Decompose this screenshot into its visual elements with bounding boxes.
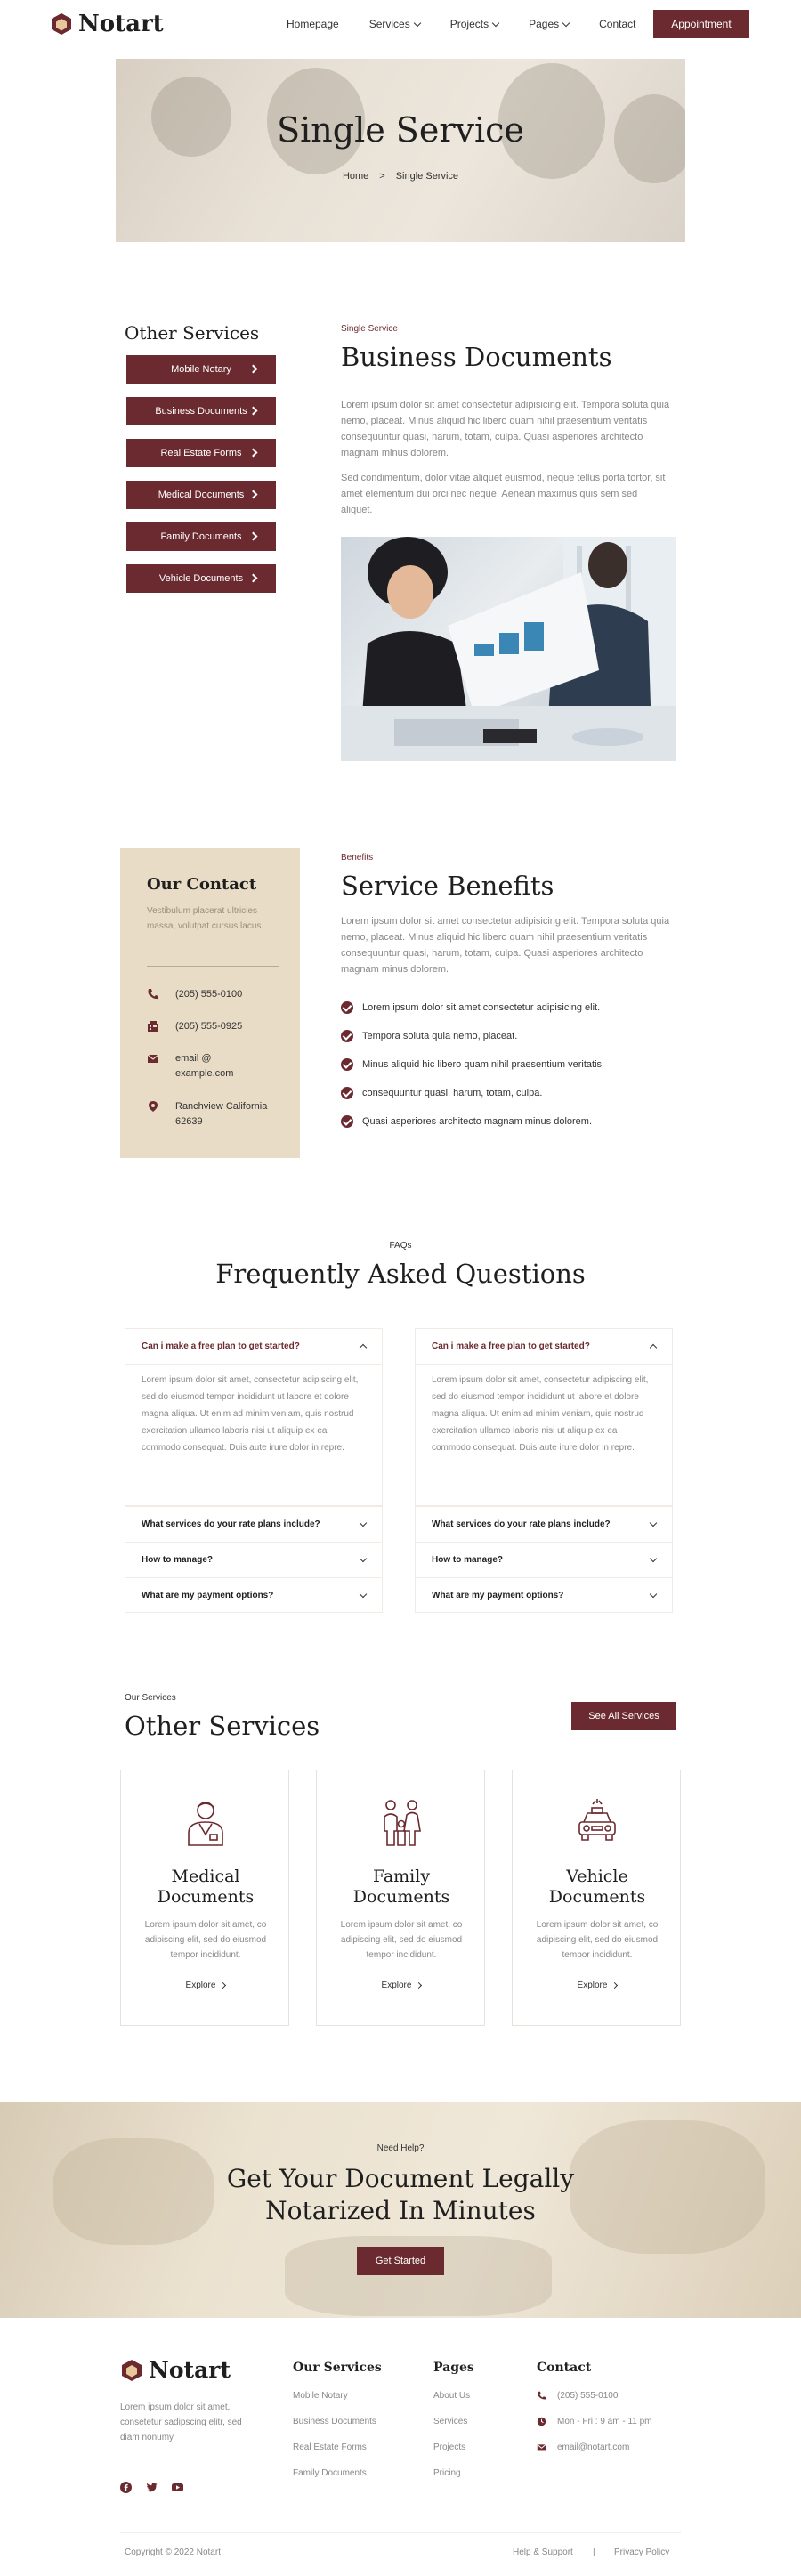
twitter-icon[interactable] — [146, 2482, 158, 2493]
card-title: Medical Documents — [157, 1867, 255, 1907]
faq-question-text: What services do your rate plans include? — [432, 1519, 611, 1529]
faq-column-left — [125, 1328, 383, 1613]
footer-description: Lorem ipsum dolor sit amet, consetetur sadipscing elitr, sed diam nonumy — [120, 2402, 242, 2442]
faq-question[interactable] — [415, 1542, 673, 1577]
service-card-vehicle — [512, 1770, 681, 2026]
faq-answer: Lorem ipsum dolor sit amet, consectetur adipiscing elit, sed do eiusmod tempor incididunt ut labore et dolore magna aliqua. Ut enim ad minim veniam, quis nostrud exercitation ullamco laboris nisi ut aliquip ex ea commodo consequat. Duis aute irure dolor in repre. — [415, 1364, 673, 1506]
family-icon — [379, 1797, 424, 1847]
explore-link[interactable]: Explore — [121, 1981, 290, 1990]
contact-address-line: 62639 — [175, 1116, 203, 1127]
sidebar-item-medical-documents[interactable] — [126, 481, 276, 509]
contact-card — [120, 848, 300, 1158]
faq-title: Frequently Asked Questions — [215, 1259, 586, 1289]
breadcrumb-separator: > — [379, 171, 385, 182]
help-support-link[interactable]: Help & Support — [513, 2548, 573, 2557]
sidebar-services — [126, 355, 276, 606]
explore-link[interactable]: Explore — [513, 1981, 682, 1990]
chevron-down-icon — [360, 1555, 367, 1562]
chevron-down-icon — [413, 19, 420, 26]
contact-phone-text: (205) 555-0100 — [175, 989, 243, 1000]
faq-question-text: What services do your rate plans include? — [142, 1519, 320, 1529]
chevron-right-icon — [249, 490, 258, 499]
cta-eyebrow: Need Help? — [376, 2143, 425, 2153]
faq-question[interactable] — [415, 1506, 673, 1542]
benefits-title: Service Benefits — [341, 871, 554, 901]
list-item-text: Lorem ipsum dolor sit amet consectetur adipisicing elit. — [362, 1002, 601, 1013]
service-card-family — [316, 1770, 485, 2026]
contact-address — [147, 1099, 267, 1130]
contact-description: Vestibulum placerat ultricies massa, volutpat cursus lacus. — [147, 906, 264, 931]
faq-question-text: How to manage? — [142, 1555, 214, 1565]
youtube-icon[interactable] — [172, 2482, 183, 2493]
chevron-down-icon — [492, 19, 499, 26]
faq-eyebrow: FAQs — [389, 1241, 412, 1251]
chevron-right-icon — [416, 1982, 422, 1989]
footer-contact-text: email@notart.com — [557, 2442, 630, 2452]
page-title: Single Service — [277, 110, 524, 150]
card-title: Vehicle Documents — [548, 1867, 646, 1907]
list-item — [341, 1050, 602, 1079]
chevron-right-icon — [249, 449, 258, 458]
see-all-services-button[interactable]: See All Services — [571, 1702, 676, 1730]
chevron-right-icon — [611, 1982, 618, 1989]
logo[interactable] — [50, 11, 164, 37]
footer-contact-hours — [537, 2417, 652, 2442]
footer-link[interactable]: Services — [433, 2417, 468, 2426]
cta-banner — [0, 2102, 801, 2318]
service-eyebrow: Single Service — [341, 324, 398, 334]
appointment-button[interactable]: Appointment — [653, 10, 749, 38]
other-services-title: Other Services — [125, 1711, 320, 1741]
faq-question-text: Can i make a free plan to get started? — [142, 1341, 300, 1351]
contact-fax[interactable] — [147, 1019, 242, 1034]
footer-link[interactable]: Pricing — [433, 2468, 461, 2478]
sidebar-item-label: Mobile Notary — [171, 364, 231, 375]
contact-email-line: email @ — [175, 1053, 212, 1064]
card-text: Lorem ipsum dolor sit amet, co adipiscing elit, sed do eiusmod tempor incididunt. — [536, 1920, 659, 1960]
faq-question-text: What are my payment options? — [142, 1590, 274, 1600]
nav-services[interactable]: Services — [369, 18, 420, 30]
list-item-text: Minus aliquid hic libero quam nihil praesentium veritatis — [362, 1059, 603, 1070]
service-photo — [341, 537, 676, 761]
explore-link[interactable]: Explore — [317, 1981, 486, 1990]
chevron-up-icon — [360, 1344, 367, 1351]
faq-answer: Lorem ipsum dolor sit amet, consectetur adipiscing elit, sed do eiusmod tempor incididunt ut labore et dolore magna aliqua. Ut enim ad minim veniam, quis nostrud exercitation ullamco laboris nisi ut aliquip ex ea commodo consequat. Duis aute irure dolor in repre. — [125, 1364, 383, 1506]
footer-link-separator: | — [593, 2548, 595, 2557]
chevron-down-icon — [650, 1555, 657, 1562]
list-item-text: Quasi asperiores architecto magnam minus dolorem. — [362, 1116, 593, 1127]
footer-link[interactable]: Business Documents — [293, 2417, 376, 2426]
contact-address-line: Ranchview California — [175, 1101, 268, 1112]
email-icon — [147, 1052, 159, 1065]
email-icon — [537, 2442, 546, 2452]
contact-email[interactable] — [147, 1051, 233, 1081]
footer-link[interactable]: About Us — [433, 2391, 471, 2401]
divider — [120, 2532, 681, 2533]
contact-email-line: example.com — [175, 1068, 234, 1079]
service-paragraph: Lorem ipsum dolor sit amet consectetur adipisicing elit. Tempora soluta quia nemo, placeat. Minus aliquid hic libero quam nihil praesentium veritatis consequuntur quasi, harum, totam, culpa. Quasi asperiores architecto magnam minus dolorem. — [341, 400, 670, 458]
check-circle-icon — [341, 1001, 353, 1014]
footer-pages — [433, 2361, 474, 2494]
location-pin-icon — [147, 1100, 159, 1113]
site-header — [0, 0, 801, 48]
main-nav — [287, 18, 635, 30]
faq-question[interactable] — [415, 1577, 673, 1613]
faq-question-text: What are my payment options? — [432, 1590, 564, 1600]
footer-contact-title: Contact — [537, 2361, 592, 2375]
contact-title: Our Contact — [147, 875, 257, 894]
sidebar-item-family-documents[interactable] — [126, 522, 276, 551]
chevron-down-icon — [562, 19, 570, 26]
logo-hexagon-icon — [120, 2359, 143, 2382]
list-item — [341, 1107, 602, 1136]
list-item — [341, 1079, 602, 1107]
sidebar-item-label: Business Documents — [155, 406, 247, 417]
chevron-right-icon — [249, 407, 258, 416]
sidebar-item-label: Medical Documents — [158, 490, 245, 500]
sidebar-item-real-estate-forms[interactable] — [126, 439, 276, 467]
chevron-right-icon — [249, 365, 258, 374]
sidebar-item-label: Vehicle Documents — [158, 573, 244, 584]
hero-banner — [116, 59, 685, 242]
faq-column-right — [415, 1328, 673, 1613]
police-car-icon — [575, 1797, 619, 1847]
cta-title: Get Your Document Legally Notarized In Minutes — [226, 2164, 575, 2225]
divider — [147, 966, 279, 967]
clock-icon — [537, 2417, 546, 2426]
footer-services-title: Our Services — [293, 2361, 382, 2375]
chevron-right-icon — [220, 1982, 226, 1989]
check-circle-icon — [341, 1087, 353, 1099]
chevron-down-icon — [650, 1590, 657, 1597]
footer-link[interactable]: Projects — [433, 2442, 466, 2452]
faq-question[interactable] — [125, 1542, 383, 1577]
list-item-text: consequuntur quasi, harum, totam, culpa. — [362, 1088, 543, 1098]
service-paragraph: Sed condimentum, dolor vitae aliquet euismod, neque tellus porta tortor, sit amet elementum dui orci nec neque. Aenean maximus quis sem sed aliquet. — [341, 473, 666, 515]
social-links — [120, 2482, 183, 2493]
sidebar-item-label: Family Documents — [160, 531, 242, 542]
chevron-right-icon — [249, 574, 258, 583]
nav-homepage[interactable]: Homepage — [287, 18, 339, 30]
office-people-illustration — [341, 537, 676, 761]
chevron-down-icon — [360, 1519, 367, 1527]
chevron-right-icon — [249, 532, 258, 541]
footer-brand-name: Notart — [149, 2357, 231, 2383]
doctor-icon — [183, 1797, 228, 1847]
footer-logo[interactable] — [120, 2357, 231, 2383]
footer-services — [293, 2361, 382, 2494]
card-text: Lorem ipsum dolor sit amet, co adipiscing elit, sed do eiusmod tempor incididunt. — [340, 1920, 463, 1960]
fax-icon — [147, 1020, 159, 1033]
get-started-button[interactable]: Get Started — [357, 2247, 444, 2275]
benefits-list — [341, 993, 602, 1136]
faq-question[interactable] — [415, 1328, 673, 1364]
list-item-text: Tempora soluta quia nemo, placeat. — [362, 1031, 518, 1041]
footer-link[interactable]: Mobile Notary — [293, 2391, 348, 2401]
phone-icon — [147, 988, 159, 1000]
brand-name: Notart — [78, 11, 164, 37]
sidebar-item-vehicle-documents[interactable] — [126, 564, 276, 593]
faq-question-text: Can i make a free plan to get started? — [432, 1341, 590, 1351]
footer-contact-text: (205) 555-0100 — [557, 2391, 619, 2401]
footer-contact-phone[interactable] — [537, 2391, 652, 2417]
chevron-down-icon — [650, 1519, 657, 1527]
contact-phone[interactable] — [147, 987, 242, 1002]
breadcrumb-home[interactable]: Home — [342, 171, 369, 182]
card-title: Family Documents — [352, 1867, 450, 1907]
faq-question-text: How to manage? — [432, 1555, 504, 1565]
footer-link[interactable]: Family Documents — [293, 2468, 367, 2478]
logo-hexagon-icon — [50, 12, 73, 36]
contact-fax-text: (205) 555-0925 — [175, 1021, 243, 1032]
phone-icon — [537, 2391, 546, 2401]
list-item — [341, 1022, 602, 1050]
sidebar-item-label: Real Estate Forms — [160, 448, 242, 458]
privacy-policy-link[interactable]: Privacy Policy — [614, 2548, 670, 2557]
check-circle-icon — [341, 1115, 353, 1128]
breadcrumb — [116, 171, 685, 182]
sidebar-title: Other Services — [125, 322, 260, 344]
chevron-up-icon — [650, 1344, 657, 1351]
footer-pages-title: Pages — [433, 2361, 474, 2375]
other-services-eyebrow: Our Services — [125, 1693, 176, 1703]
footer-contact-text: Mon - Fri : 9 am - 11 pm — [557, 2417, 652, 2426]
faq-question[interactable] — [125, 1328, 383, 1364]
footer-contact — [537, 2361, 652, 2468]
list-item — [341, 993, 602, 1022]
chevron-down-icon — [360, 1590, 367, 1597]
nav-pages[interactable]: Pages — [529, 18, 569, 30]
card-text: Lorem ipsum dolor sit amet, co adipiscing elit, sed do eiusmod tempor incididunt. — [144, 1920, 267, 1960]
facebook-icon[interactable] — [120, 2482, 132, 2493]
benefits-description: Lorem ipsum dolor sit amet consectetur adipisicing elit. Tempora soluta quia nemo, placeat. Minus aliquid hic libero quam nihil praesentium veritatis consequuntur quasi, harum, totam, culpa. Quasi asperiores architecto magnam minus dolorem. — [341, 916, 670, 975]
faq-question[interactable] — [125, 1577, 383, 1613]
footer-link[interactable]: Real Estate Forms — [293, 2442, 367, 2452]
sidebar-item-business-documents[interactable] — [126, 397, 276, 425]
nav-projects[interactable]: Projects — [450, 18, 498, 30]
check-circle-icon — [341, 1058, 353, 1071]
check-circle-icon — [341, 1030, 353, 1042]
sidebar-item-mobile-notary[interactable] — [126, 355, 276, 384]
faq-question[interactable] — [125, 1506, 383, 1542]
breadcrumb-current: Single Service — [395, 171, 459, 182]
copyright: Copyright © 2022 Notart — [125, 2548, 221, 2557]
nav-contact[interactable]: Contact — [599, 18, 636, 30]
footer-contact-email[interactable] — [537, 2442, 652, 2468]
benefits-eyebrow: Benefits — [341, 853, 374, 863]
service-card-medical — [120, 1770, 289, 2026]
service-title: Business Documents — [341, 342, 612, 372]
